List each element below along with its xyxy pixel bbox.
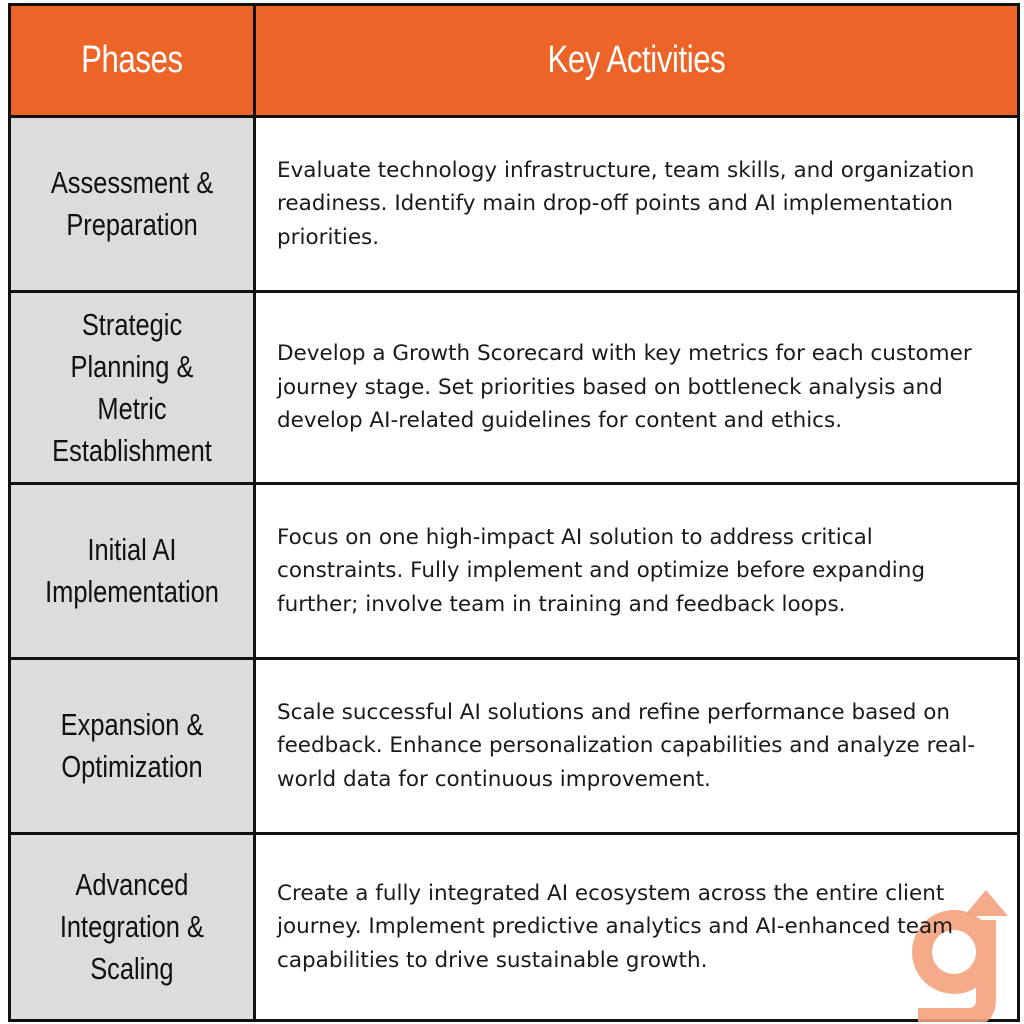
table-row bbox=[10, 834, 1019, 1021]
header-row bbox=[10, 5, 1019, 117]
activity-cell: Focus on one high-impact AI solution to address critical constraints. Fully implement and optimize before expanding further; involve team in training and feedback loops. bbox=[255, 484, 1019, 659]
table-row bbox=[10, 484, 1019, 659]
table-row bbox=[10, 659, 1019, 834]
activity-cell: Evaluate technology infrastructure, team skills, and organization readiness. Identify main drop-off points and AI implementation priorities. bbox=[255, 117, 1019, 292]
phase-cell: Expansion & Optimization bbox=[10, 659, 255, 834]
activity-cell: Develop a Growth Scorecard with key metrics for each customer journey stage. Set priorities based on bottleneck analysis and develop AI-related guidelines for content and ethics. bbox=[255, 292, 1019, 484]
header-phases: Phases bbox=[10, 5, 255, 117]
phase-cell: Strategic Planning & Metric Establishment bbox=[10, 292, 255, 484]
phase-cell: Initial AI Implementation bbox=[10, 484, 255, 659]
table-row bbox=[10, 292, 1019, 484]
phases-table-container bbox=[8, 3, 1017, 1021]
phases-table bbox=[8, 3, 1020, 1022]
header-key-activities: Key Activities bbox=[255, 5, 1019, 117]
phase-cell: Assessment & Preparation bbox=[10, 117, 255, 292]
table-row bbox=[10, 117, 1019, 292]
activity-cell: Create a fully integrated AI ecosystem across the entire client journey. Implement predictive analytics and AI-enhanced team capabilities to drive sustainable growth. bbox=[255, 834, 1019, 1021]
activity-cell: Scale successful AI solutions and refine performance based on feedback. Enhance personalization capabilities and analyze real-world data for continuous improvement. bbox=[255, 659, 1019, 834]
phase-cell: Advanced Integration & Scaling bbox=[10, 834, 255, 1021]
